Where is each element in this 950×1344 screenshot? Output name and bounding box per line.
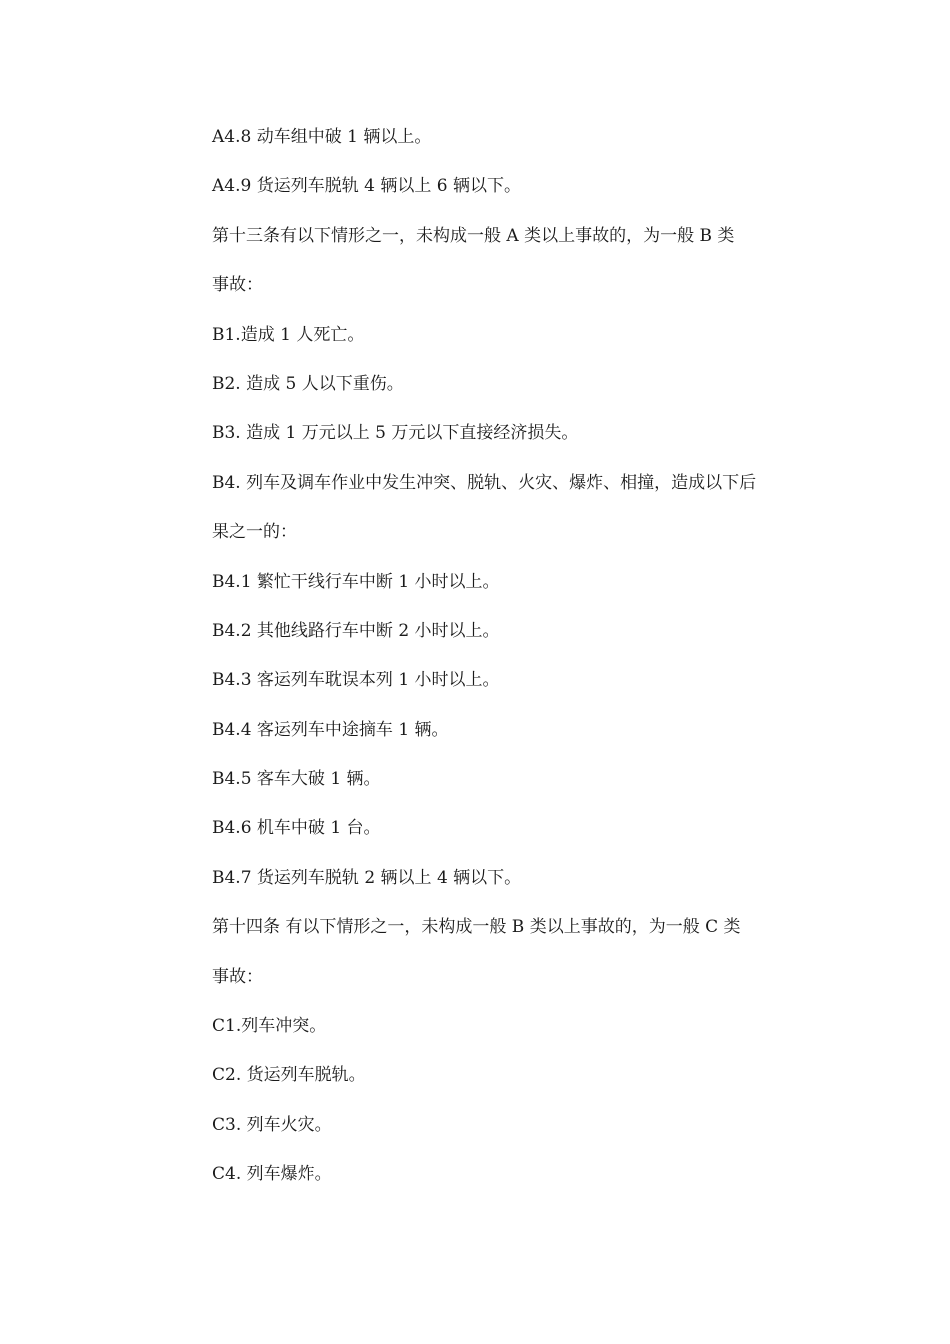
clause-b4-6: B4.6 机车中破 1 台。 — [212, 818, 381, 839]
clause-b4: B4. 列车及调车作业中发生冲突、脱轨、火灾、爆炸、相撞，造成以下后 — [212, 472, 757, 493]
article-14-heading-cont: 事故： — [212, 966, 263, 987]
clause-a4-9: A4.9 货运列车脱轨 4 辆以上 6 辆以下。 — [212, 176, 521, 197]
clause-c2: C2. 货运列车脱轨。 — [212, 1065, 366, 1086]
clause-b4-2: B4.2 其他线路行车中断 2 小时以上。 — [212, 620, 500, 641]
article-14-heading: 第十四条 有以下情形之一，未构成一般 B 类以上事故的，为一般 C 类 — [212, 917, 741, 938]
clause-b4-cont: 果之一的： — [212, 522, 297, 543]
clause-b2: B2. 造成 5 人以下重伤。 — [212, 373, 404, 394]
clause-c4: C4. 列车爆炸。 — [212, 1164, 332, 1185]
clause-b4-7: B4.7 货运列车脱轨 2 辆以上 4 辆以下。 — [212, 867, 522, 888]
article-13-heading: 第十三条有以下情形之一，未构成一般 A 类以上事故的，为一般 B 类 — [212, 225, 735, 246]
clause-c3: C3. 列车火灾。 — [212, 1114, 332, 1135]
article-13-heading-cont: 事故： — [212, 275, 263, 296]
clause-b3: B3. 造成 1 万元以上 5 万元以下直接经济损失。 — [212, 423, 579, 444]
clause-b1: B1.造成 1 人死亡。 — [212, 324, 365, 345]
clause-b4-1: B4.1 繁忙干线行车中断 1 小时以上。 — [212, 571, 500, 592]
clause-b4-3: B4.3 客运列车耽误本列 1 小时以上。 — [212, 670, 500, 691]
clause-b4-4: B4.4 客运列车中途摘车 1 辆。 — [212, 719, 449, 740]
clause-b4-5: B4.5 客车大破 1 辆。 — [212, 769, 381, 790]
clause-a4-8: A4.8 动车组中破 1 辆以上。 — [212, 127, 432, 147]
clause-c1: C1.列车冲突。 — [212, 1016, 327, 1037]
document-body — [212, 122, 792, 1209]
